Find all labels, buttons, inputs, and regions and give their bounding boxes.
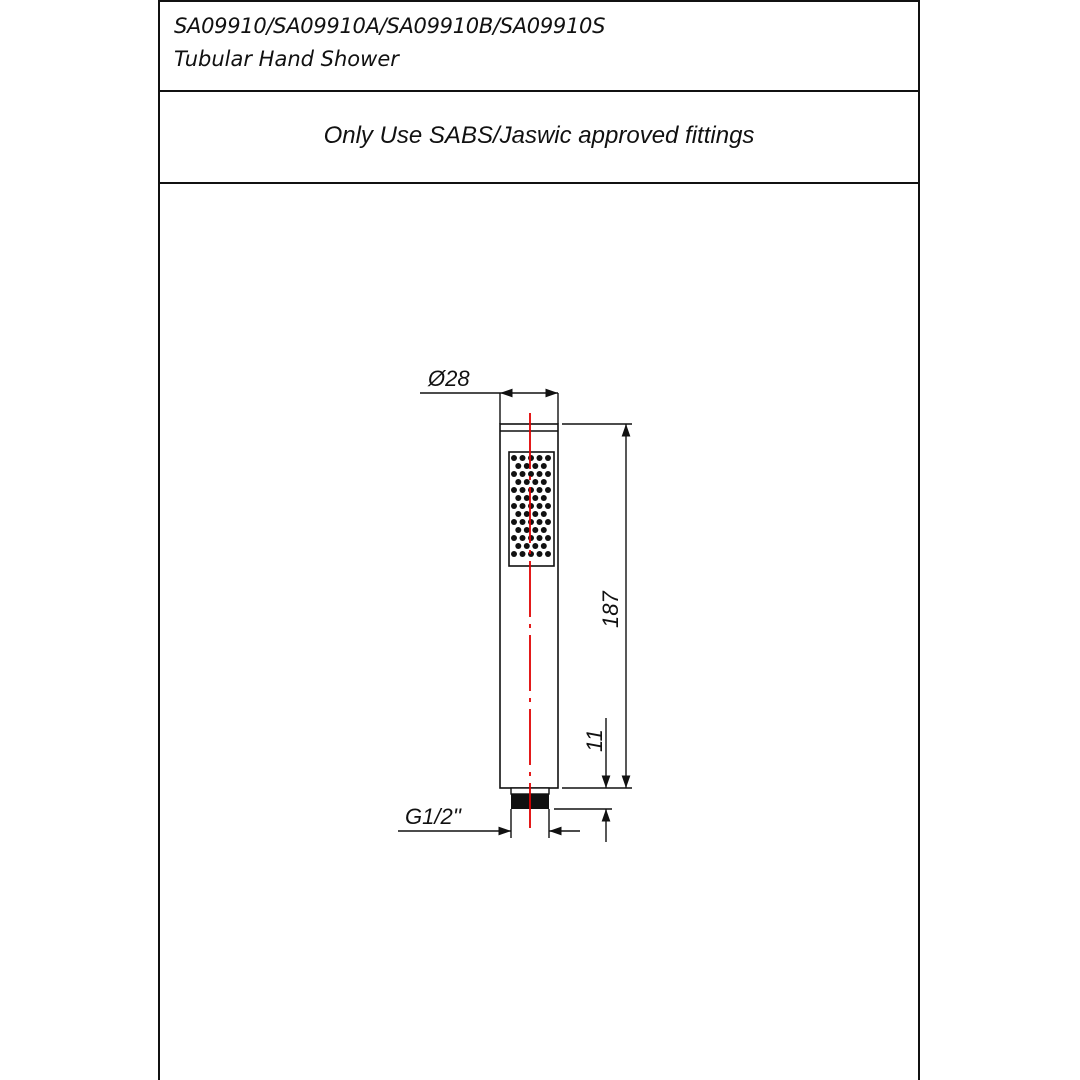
- nozzle-dot: [537, 535, 543, 541]
- spray-nozzles: [511, 455, 551, 557]
- nozzle-dot: [511, 487, 517, 493]
- nozzle-dot: [528, 471, 534, 477]
- nozzle-dot: [524, 495, 530, 501]
- diameter-dimension: [420, 393, 558, 424]
- product-name: Tubular Hand Shower: [174, 47, 399, 71]
- thread-label: G1/2'': [405, 804, 462, 829]
- nozzle-dot: [528, 535, 534, 541]
- nozzle-dot: [541, 511, 547, 517]
- nozzle-dot: [532, 463, 538, 469]
- nozzle-dot: [545, 535, 551, 541]
- nozzle-dot: [532, 479, 538, 485]
- nozzle-dot: [537, 487, 543, 493]
- nozzle-dot: [524, 511, 530, 517]
- nozzle-dot: [532, 511, 538, 517]
- nozzle-dot: [511, 519, 517, 525]
- nozzle-dot: [520, 455, 526, 461]
- nozzle-dot: [545, 471, 551, 477]
- nozzle-dot: [541, 527, 547, 533]
- nozzle-dot: [532, 543, 538, 549]
- nozzle-dot: [515, 463, 521, 469]
- nozzle-dot: [511, 551, 517, 557]
- nozzle-dot: [528, 551, 534, 557]
- model-numbers: SA09910/SA09910A/SA09910B/SA09910S: [174, 14, 606, 38]
- nozzle-dot: [520, 471, 526, 477]
- nozzle-dot: [515, 543, 521, 549]
- nozzle-dot: [528, 519, 534, 525]
- nozzle-dot: [545, 551, 551, 557]
- nozzle-dot: [541, 543, 547, 549]
- nozzle-dot: [520, 503, 526, 509]
- nozzle-dot: [537, 471, 543, 477]
- shower-body: [500, 424, 558, 788]
- nozzle-dot: [515, 495, 521, 501]
- nozzle-dot: [515, 511, 521, 517]
- nozzle-dot: [541, 479, 547, 485]
- nozzle-dot: [528, 503, 534, 509]
- nozzle-dot: [524, 543, 530, 549]
- nozzle-dot: [532, 495, 538, 501]
- nozzle-dot: [545, 503, 551, 509]
- notice-text: Only Use SABS/Jaswic approved fittings: [323, 122, 755, 149]
- nozzle-dot: [537, 503, 543, 509]
- nozzle-dot: [511, 471, 517, 477]
- nozzle-dot: [537, 519, 543, 525]
- nozzle-dot: [520, 535, 526, 541]
- nozzle-dot: [537, 551, 543, 557]
- nozzle-dot: [524, 463, 530, 469]
- nozzle-dot: [528, 487, 534, 493]
- nozzle-dot: [524, 479, 530, 485]
- length-label: 187: [598, 591, 623, 628]
- nozzle-dot: [515, 527, 521, 533]
- nozzle-dot: [545, 455, 551, 461]
- nozzle-dot: [511, 455, 517, 461]
- nozzle-dot: [541, 463, 547, 469]
- nozzle-dot: [511, 535, 517, 541]
- nozzle-dot: [524, 527, 530, 533]
- nozzle-dot: [541, 495, 547, 501]
- nozzle-dot: [545, 487, 551, 493]
- nozzle-dot: [520, 487, 526, 493]
- spray-face: [509, 452, 554, 566]
- nozzle-dot: [528, 455, 534, 461]
- diameter-label: Ø28: [428, 366, 470, 391]
- nozzle-dot: [520, 551, 526, 557]
- nozzle-dot: [511, 503, 517, 509]
- nozzle-dot: [545, 519, 551, 525]
- nozzle-dot: [520, 519, 526, 525]
- nozzle-dot: [515, 479, 521, 485]
- nozzle-dot: [532, 527, 538, 533]
- nozzle-dot: [537, 455, 543, 461]
- connector-length-label: 11: [582, 729, 607, 752]
